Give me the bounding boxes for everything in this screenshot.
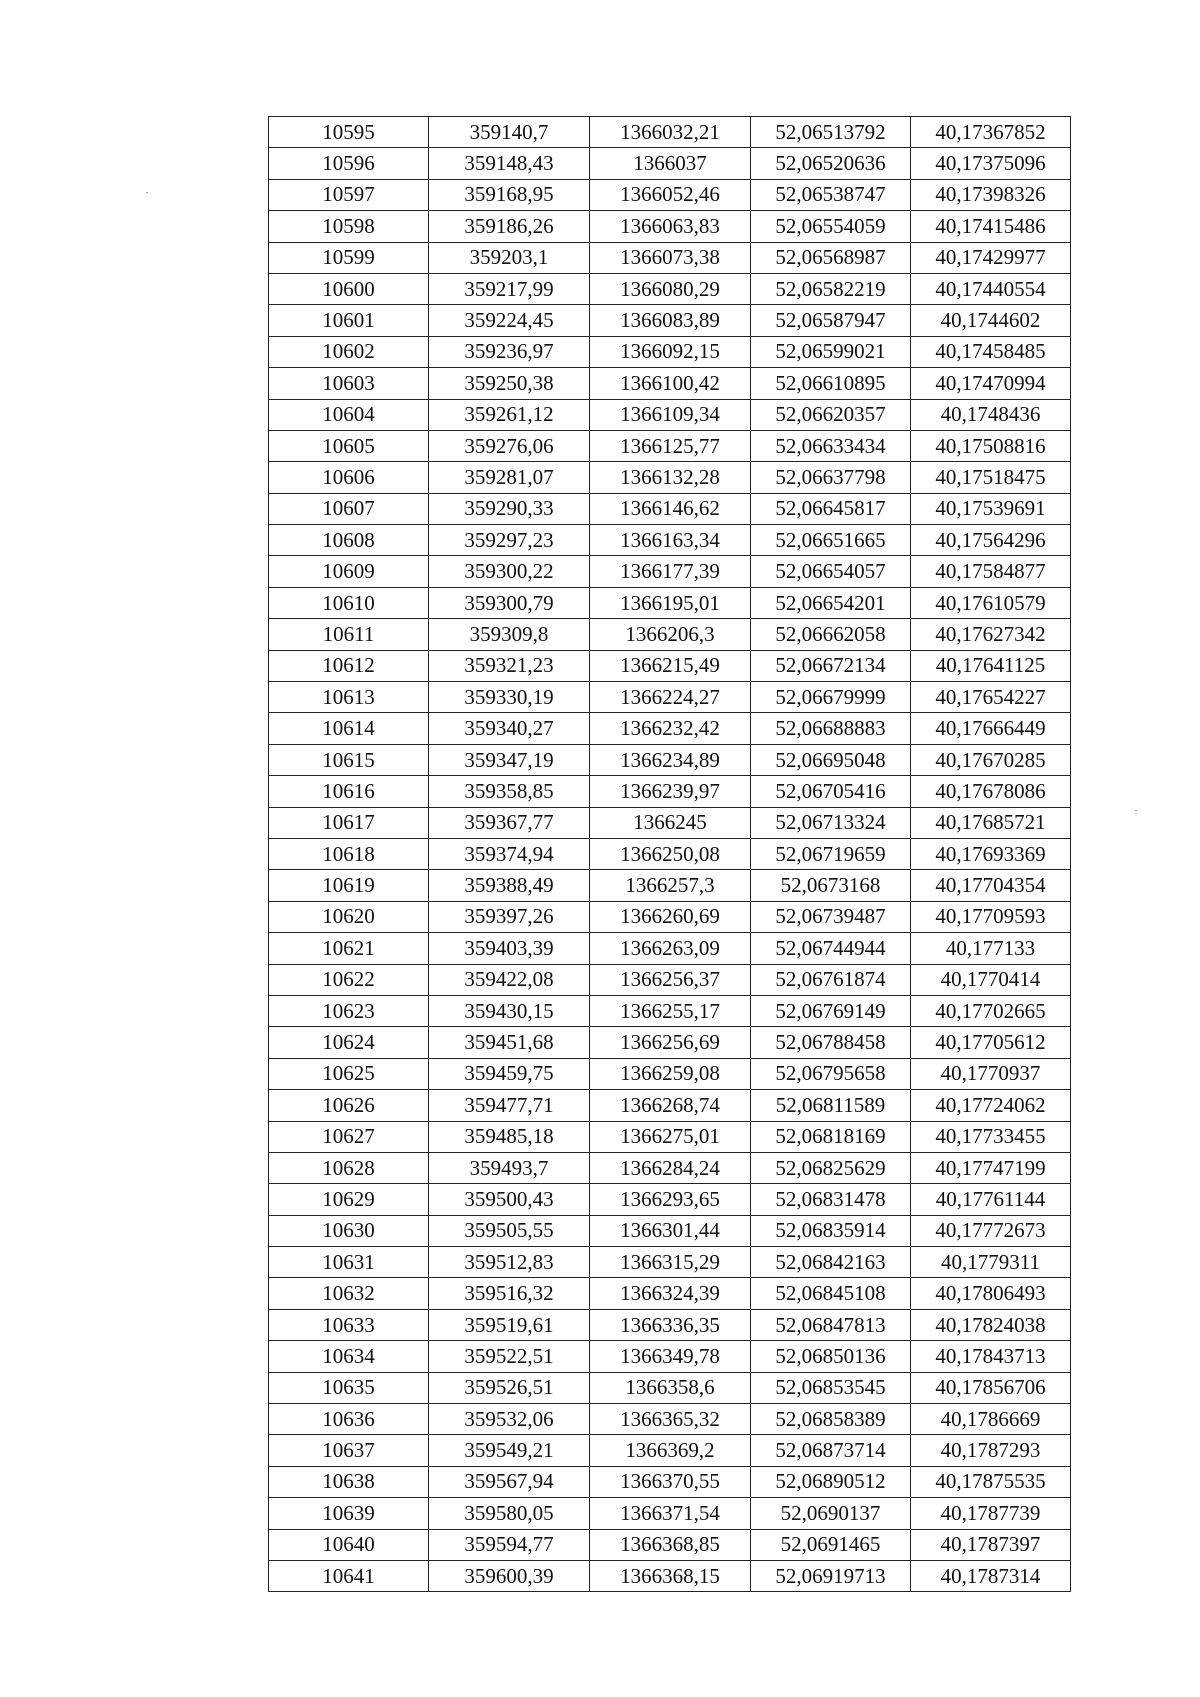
table-row — [269, 713, 1071, 744]
latitude-cell: 52,06513792 — [751, 117, 911, 148]
table-row — [269, 1341, 1071, 1372]
y-coordinate-cell: 1366250,08 — [590, 838, 751, 869]
point-number-cell: 10616 — [269, 776, 429, 807]
x-coordinate-cell: 359186,26 — [429, 211, 590, 242]
longitude-cell: 40,1786669 — [911, 1404, 1071, 1435]
y-coordinate-cell: 1366315,29 — [590, 1247, 751, 1278]
table-row — [269, 1404, 1071, 1435]
table-row — [269, 525, 1071, 556]
latitude-cell: 52,06744944 — [751, 933, 911, 964]
x-coordinate-cell: 359519,61 — [429, 1309, 590, 1340]
table-row — [269, 933, 1071, 964]
longitude-cell: 40,1770414 — [911, 964, 1071, 995]
longitude-cell: 40,17508816 — [911, 430, 1071, 461]
y-coordinate-cell: 1366284,24 — [590, 1152, 751, 1183]
y-coordinate-cell: 1366037 — [590, 148, 751, 179]
point-number-cell: 10635 — [269, 1372, 429, 1403]
y-coordinate-cell: 1366052,46 — [590, 179, 751, 210]
x-coordinate-cell: 359367,77 — [429, 807, 590, 838]
table-row — [269, 650, 1071, 681]
point-number-cell: 10628 — [269, 1152, 429, 1183]
latitude-cell: 52,06554059 — [751, 211, 911, 242]
point-number-cell: 10613 — [269, 682, 429, 713]
longitude-cell: 40,17610579 — [911, 587, 1071, 618]
latitude-cell: 52,06633434 — [751, 430, 911, 461]
longitude-cell: 40,1787293 — [911, 1435, 1071, 1466]
longitude-cell: 40,17702665 — [911, 995, 1071, 1026]
y-coordinate-cell: 1366368,15 — [590, 1560, 751, 1591]
coordinates-table — [268, 116, 1071, 1592]
x-coordinate-cell: 359526,51 — [429, 1372, 590, 1403]
latitude-cell: 52,06587947 — [751, 305, 911, 336]
point-number-cell: 10641 — [269, 1560, 429, 1591]
longitude-cell: 40,17670285 — [911, 744, 1071, 775]
x-coordinate-cell: 359309,8 — [429, 619, 590, 650]
latitude-cell: 52,06695048 — [751, 744, 911, 775]
x-coordinate-cell: 359422,08 — [429, 964, 590, 995]
table-row — [269, 273, 1071, 304]
point-number-cell: 10626 — [269, 1090, 429, 1121]
y-coordinate-cell: 1366256,37 — [590, 964, 751, 995]
latitude-cell: 52,06705416 — [751, 776, 911, 807]
y-coordinate-cell: 1366259,08 — [590, 1058, 751, 1089]
point-number-cell: 10621 — [269, 933, 429, 964]
x-coordinate-cell: 359512,83 — [429, 1247, 590, 1278]
point-number-cell: 10636 — [269, 1404, 429, 1435]
point-number-cell: 10618 — [269, 838, 429, 869]
x-coordinate-cell: 359600,39 — [429, 1560, 590, 1591]
point-number-cell: 10627 — [269, 1121, 429, 1152]
latitude-cell: 52,06520636 — [751, 148, 911, 179]
longitude-cell: 40,17824038 — [911, 1309, 1071, 1340]
y-coordinate-cell: 1366336,35 — [590, 1309, 751, 1340]
point-number-cell: 10623 — [269, 995, 429, 1026]
x-coordinate-cell: 359300,79 — [429, 587, 590, 618]
point-number-cell: 10603 — [269, 368, 429, 399]
longitude-cell: 40,17458485 — [911, 336, 1071, 367]
x-coordinate-cell: 359203,1 — [429, 242, 590, 273]
point-number-cell: 10619 — [269, 870, 429, 901]
y-coordinate-cell: 1366109,34 — [590, 399, 751, 430]
table-row — [269, 1090, 1071, 1121]
x-coordinate-cell: 359549,21 — [429, 1435, 590, 1466]
longitude-cell: 40,17398326 — [911, 179, 1071, 210]
point-number-cell: 10615 — [269, 744, 429, 775]
latitude-cell: 52,0690137 — [751, 1498, 911, 1529]
latitude-cell: 52,06919713 — [751, 1560, 911, 1591]
x-coordinate-cell: 359236,97 — [429, 336, 590, 367]
y-coordinate-cell: 1366358,6 — [590, 1372, 751, 1403]
x-coordinate-cell: 359397,26 — [429, 901, 590, 932]
x-coordinate-cell: 359477,71 — [429, 1090, 590, 1121]
latitude-cell: 52,06688883 — [751, 713, 911, 744]
x-coordinate-cell: 359140,7 — [429, 117, 590, 148]
longitude-cell: 40,17367852 — [911, 117, 1071, 148]
point-number-cell: 10639 — [269, 1498, 429, 1529]
y-coordinate-cell: 1366263,09 — [590, 933, 751, 964]
latitude-cell: 52,06599021 — [751, 336, 911, 367]
longitude-cell: 40,1787739 — [911, 1498, 1071, 1529]
x-coordinate-cell: 359532,06 — [429, 1404, 590, 1435]
longitude-cell: 40,17875535 — [911, 1466, 1071, 1497]
x-coordinate-cell: 359522,51 — [429, 1341, 590, 1372]
point-number-cell: 10640 — [269, 1529, 429, 1560]
latitude-cell: 52,06795658 — [751, 1058, 911, 1089]
table-row — [269, 807, 1071, 838]
table-row — [269, 1215, 1071, 1246]
latitude-cell: 52,06788458 — [751, 1027, 911, 1058]
longitude-cell: 40,1787397 — [911, 1529, 1071, 1560]
longitude-cell: 40,17705612 — [911, 1027, 1071, 1058]
longitude-cell: 40,17856706 — [911, 1372, 1071, 1403]
point-number-cell: 10595 — [269, 117, 429, 148]
y-coordinate-cell: 1366368,85 — [590, 1529, 751, 1560]
table-row — [269, 556, 1071, 587]
latitude-cell: 52,06835914 — [751, 1215, 911, 1246]
point-number-cell: 10605 — [269, 430, 429, 461]
longitude-cell: 40,17641125 — [911, 650, 1071, 681]
point-number-cell: 10632 — [269, 1278, 429, 1309]
x-coordinate-cell: 359290,33 — [429, 493, 590, 524]
longitude-cell: 40,17470994 — [911, 368, 1071, 399]
table-row — [269, 1247, 1071, 1278]
latitude-cell: 52,06719659 — [751, 838, 911, 869]
table-row — [269, 211, 1071, 242]
y-coordinate-cell: 1366275,01 — [590, 1121, 751, 1152]
y-coordinate-cell: 1366365,32 — [590, 1404, 751, 1435]
longitude-cell: 40,17375096 — [911, 148, 1071, 179]
point-number-cell: 10599 — [269, 242, 429, 273]
x-coordinate-cell: 359217,99 — [429, 273, 590, 304]
y-coordinate-cell: 1366224,27 — [590, 682, 751, 713]
longitude-cell: 40,17415486 — [911, 211, 1071, 242]
point-number-cell: 10622 — [269, 964, 429, 995]
x-coordinate-cell: 359276,06 — [429, 430, 590, 461]
longitude-cell: 40,17539691 — [911, 493, 1071, 524]
table-row — [269, 148, 1071, 179]
table-row — [269, 870, 1071, 901]
longitude-cell: 40,17704354 — [911, 870, 1071, 901]
table-row — [269, 1058, 1071, 1089]
latitude-cell: 52,06811589 — [751, 1090, 911, 1121]
y-coordinate-cell: 1366369,2 — [590, 1435, 751, 1466]
latitude-cell: 52,06847813 — [751, 1309, 911, 1340]
latitude-cell: 52,06662058 — [751, 619, 911, 650]
y-coordinate-cell: 1366163,34 — [590, 525, 751, 556]
point-number-cell: 10620 — [269, 901, 429, 932]
y-coordinate-cell: 1366063,83 — [590, 211, 751, 242]
table-row — [269, 838, 1071, 869]
y-coordinate-cell: 1366232,42 — [590, 713, 751, 744]
table-row — [269, 117, 1071, 148]
latitude-cell: 52,0673168 — [751, 870, 911, 901]
longitude-cell: 40,1779311 — [911, 1247, 1071, 1278]
point-number-cell: 10625 — [269, 1058, 429, 1089]
table-row — [269, 462, 1071, 493]
x-coordinate-cell: 359297,23 — [429, 525, 590, 556]
table-row — [269, 964, 1071, 995]
table-row — [269, 430, 1071, 461]
x-coordinate-cell: 359330,19 — [429, 682, 590, 713]
y-coordinate-cell: 1366100,42 — [590, 368, 751, 399]
point-number-cell: 10604 — [269, 399, 429, 430]
latitude-cell: 52,0691465 — [751, 1529, 911, 1560]
longitude-cell: 40,17685721 — [911, 807, 1071, 838]
longitude-cell: 40,1787314 — [911, 1560, 1071, 1591]
latitude-cell: 52,06769149 — [751, 995, 911, 1026]
y-coordinate-cell: 1366092,15 — [590, 336, 751, 367]
table-row — [269, 1121, 1071, 1152]
longitude-cell: 40,17772673 — [911, 1215, 1071, 1246]
y-coordinate-cell: 1366349,78 — [590, 1341, 751, 1372]
y-coordinate-cell: 1366032,21 — [590, 117, 751, 148]
x-coordinate-cell: 359250,38 — [429, 368, 590, 399]
point-number-cell: 10630 — [269, 1215, 429, 1246]
latitude-cell: 52,06831478 — [751, 1184, 911, 1215]
y-coordinate-cell: 1366371,54 — [590, 1498, 751, 1529]
y-coordinate-cell: 1366370,55 — [590, 1466, 751, 1497]
latitude-cell: 52,06890512 — [751, 1466, 911, 1497]
table-row — [269, 1466, 1071, 1497]
x-coordinate-cell: 359430,15 — [429, 995, 590, 1026]
point-number-cell: 10597 — [269, 179, 429, 210]
longitude-cell: 40,17733455 — [911, 1121, 1071, 1152]
latitude-cell: 52,06845108 — [751, 1278, 911, 1309]
scan-speck — [146, 192, 148, 193]
longitude-cell: 40,177133 — [911, 933, 1071, 964]
point-number-cell: 10638 — [269, 1466, 429, 1497]
point-number-cell: 10631 — [269, 1247, 429, 1278]
table-row — [269, 1560, 1071, 1591]
longitude-cell: 40,17627342 — [911, 619, 1071, 650]
table-row — [269, 744, 1071, 775]
longitude-cell: 40,1770937 — [911, 1058, 1071, 1089]
x-coordinate-cell: 359567,94 — [429, 1466, 590, 1497]
x-coordinate-cell: 359347,19 — [429, 744, 590, 775]
table-row — [269, 587, 1071, 618]
coordinates-table-body — [269, 117, 1071, 1592]
table-row — [269, 1184, 1071, 1215]
x-coordinate-cell: 359459,75 — [429, 1058, 590, 1089]
table-row — [269, 1435, 1071, 1466]
x-coordinate-cell: 359261,12 — [429, 399, 590, 430]
latitude-cell: 52,06610895 — [751, 368, 911, 399]
table-row — [269, 1309, 1071, 1340]
longitude-cell: 40,1744602 — [911, 305, 1071, 336]
x-coordinate-cell: 359281,07 — [429, 462, 590, 493]
y-coordinate-cell: 1366255,17 — [590, 995, 751, 1026]
x-coordinate-cell: 359493,7 — [429, 1152, 590, 1183]
table-row — [269, 179, 1071, 210]
point-number-cell: 10633 — [269, 1309, 429, 1340]
latitude-cell: 52,06858389 — [751, 1404, 911, 1435]
longitude-cell: 40,17693369 — [911, 838, 1071, 869]
point-number-cell: 10609 — [269, 556, 429, 587]
x-coordinate-cell: 359516,32 — [429, 1278, 590, 1309]
scan-speck — [1135, 810, 1137, 811]
latitude-cell: 52,06654201 — [751, 587, 911, 618]
longitude-cell: 40,17654227 — [911, 682, 1071, 713]
x-coordinate-cell: 359403,39 — [429, 933, 590, 964]
table-row — [269, 1278, 1071, 1309]
latitude-cell: 52,06842163 — [751, 1247, 911, 1278]
latitude-cell: 52,06850136 — [751, 1341, 911, 1372]
point-number-cell: 10614 — [269, 713, 429, 744]
longitude-cell: 40,17724062 — [911, 1090, 1071, 1121]
latitude-cell: 52,06582219 — [751, 273, 911, 304]
latitude-cell: 52,06645817 — [751, 493, 911, 524]
point-number-cell: 10601 — [269, 305, 429, 336]
longitude-cell: 40,17843713 — [911, 1341, 1071, 1372]
x-coordinate-cell: 359358,85 — [429, 776, 590, 807]
point-number-cell: 10598 — [269, 211, 429, 242]
y-coordinate-cell: 1366324,39 — [590, 1278, 751, 1309]
latitude-cell: 52,06620357 — [751, 399, 911, 430]
point-number-cell: 10596 — [269, 148, 429, 179]
x-coordinate-cell: 359580,05 — [429, 1498, 590, 1529]
longitude-cell: 40,17806493 — [911, 1278, 1071, 1309]
table-row — [269, 776, 1071, 807]
longitude-cell: 40,1748436 — [911, 399, 1071, 430]
table-row — [269, 242, 1071, 273]
y-coordinate-cell: 1366146,62 — [590, 493, 751, 524]
latitude-cell: 52,06651665 — [751, 525, 911, 556]
table-row — [269, 682, 1071, 713]
latitude-cell: 52,06679999 — [751, 682, 911, 713]
table-row — [269, 1152, 1071, 1183]
latitude-cell: 52,06873714 — [751, 1435, 911, 1466]
y-coordinate-cell: 1366239,97 — [590, 776, 751, 807]
y-coordinate-cell: 1366245 — [590, 807, 751, 838]
latitude-cell: 52,06654057 — [751, 556, 911, 587]
x-coordinate-cell: 359594,77 — [429, 1529, 590, 1560]
y-coordinate-cell: 1366080,29 — [590, 273, 751, 304]
point-number-cell: 10606 — [269, 462, 429, 493]
x-coordinate-cell: 359321,23 — [429, 650, 590, 681]
longitude-cell: 40,17747199 — [911, 1152, 1071, 1183]
table-row — [269, 1027, 1071, 1058]
y-coordinate-cell: 1366215,49 — [590, 650, 751, 681]
y-coordinate-cell: 1366125,77 — [590, 430, 751, 461]
y-coordinate-cell: 1366083,89 — [590, 305, 751, 336]
x-coordinate-cell: 359500,43 — [429, 1184, 590, 1215]
point-number-cell: 10629 — [269, 1184, 429, 1215]
longitude-cell: 40,17761144 — [911, 1184, 1071, 1215]
table-row — [269, 336, 1071, 367]
x-coordinate-cell: 359340,27 — [429, 713, 590, 744]
table-row — [269, 399, 1071, 430]
latitude-cell: 52,06713324 — [751, 807, 911, 838]
point-number-cell: 10637 — [269, 1435, 429, 1466]
y-coordinate-cell: 1366268,74 — [590, 1090, 751, 1121]
x-coordinate-cell: 359224,45 — [429, 305, 590, 336]
y-coordinate-cell: 1366132,28 — [590, 462, 751, 493]
y-coordinate-cell: 1366293,65 — [590, 1184, 751, 1215]
longitude-cell: 40,17564296 — [911, 525, 1071, 556]
longitude-cell: 40,17518475 — [911, 462, 1071, 493]
point-number-cell: 10634 — [269, 1341, 429, 1372]
y-coordinate-cell: 1366195,01 — [590, 587, 751, 618]
point-number-cell: 10610 — [269, 587, 429, 618]
latitude-cell: 52,06672134 — [751, 650, 911, 681]
y-coordinate-cell: 1366177,39 — [590, 556, 751, 587]
x-coordinate-cell: 359505,55 — [429, 1215, 590, 1246]
longitude-cell: 40,17429977 — [911, 242, 1071, 273]
longitude-cell: 40,17709593 — [911, 901, 1071, 932]
x-coordinate-cell: 359451,68 — [429, 1027, 590, 1058]
y-coordinate-cell: 1366260,69 — [590, 901, 751, 932]
longitude-cell: 40,17584877 — [911, 556, 1071, 587]
latitude-cell: 52,06637798 — [751, 462, 911, 493]
table-row — [269, 995, 1071, 1026]
point-number-cell: 10607 — [269, 493, 429, 524]
latitude-cell: 52,06818169 — [751, 1121, 911, 1152]
x-coordinate-cell: 359148,43 — [429, 148, 590, 179]
table-row — [269, 619, 1071, 650]
y-coordinate-cell: 1366206,3 — [590, 619, 751, 650]
point-number-cell: 10611 — [269, 619, 429, 650]
longitude-cell: 40,17440554 — [911, 273, 1071, 304]
table-row — [269, 305, 1071, 336]
point-number-cell: 10608 — [269, 525, 429, 556]
latitude-cell: 52,06739487 — [751, 901, 911, 932]
latitude-cell: 52,06761874 — [751, 964, 911, 995]
x-coordinate-cell: 359300,22 — [429, 556, 590, 587]
y-coordinate-cell: 1366257,3 — [590, 870, 751, 901]
table-row — [269, 1529, 1071, 1560]
longitude-cell: 40,17678086 — [911, 776, 1071, 807]
table-row — [269, 493, 1071, 524]
table-row — [269, 368, 1071, 399]
longitude-cell: 40,17666449 — [911, 713, 1071, 744]
x-coordinate-cell: 359374,94 — [429, 838, 590, 869]
point-number-cell: 10617 — [269, 807, 429, 838]
table-row — [269, 901, 1071, 932]
y-coordinate-cell: 1366301,44 — [590, 1215, 751, 1246]
table-row — [269, 1498, 1071, 1529]
x-coordinate-cell: 359485,18 — [429, 1121, 590, 1152]
y-coordinate-cell: 1366234,89 — [590, 744, 751, 775]
point-number-cell: 10600 — [269, 273, 429, 304]
point-number-cell: 10612 — [269, 650, 429, 681]
x-coordinate-cell: 359388,49 — [429, 870, 590, 901]
x-coordinate-cell: 359168,95 — [429, 179, 590, 210]
latitude-cell: 52,06568987 — [751, 242, 911, 273]
point-number-cell: 10624 — [269, 1027, 429, 1058]
y-coordinate-cell: 1366073,38 — [590, 242, 751, 273]
latitude-cell: 52,06853545 — [751, 1372, 911, 1403]
latitude-cell: 52,06538747 — [751, 179, 911, 210]
table-row — [269, 1372, 1071, 1403]
point-number-cell: 10602 — [269, 336, 429, 367]
latitude-cell: 52,06825629 — [751, 1152, 911, 1183]
y-coordinate-cell: 1366256,69 — [590, 1027, 751, 1058]
